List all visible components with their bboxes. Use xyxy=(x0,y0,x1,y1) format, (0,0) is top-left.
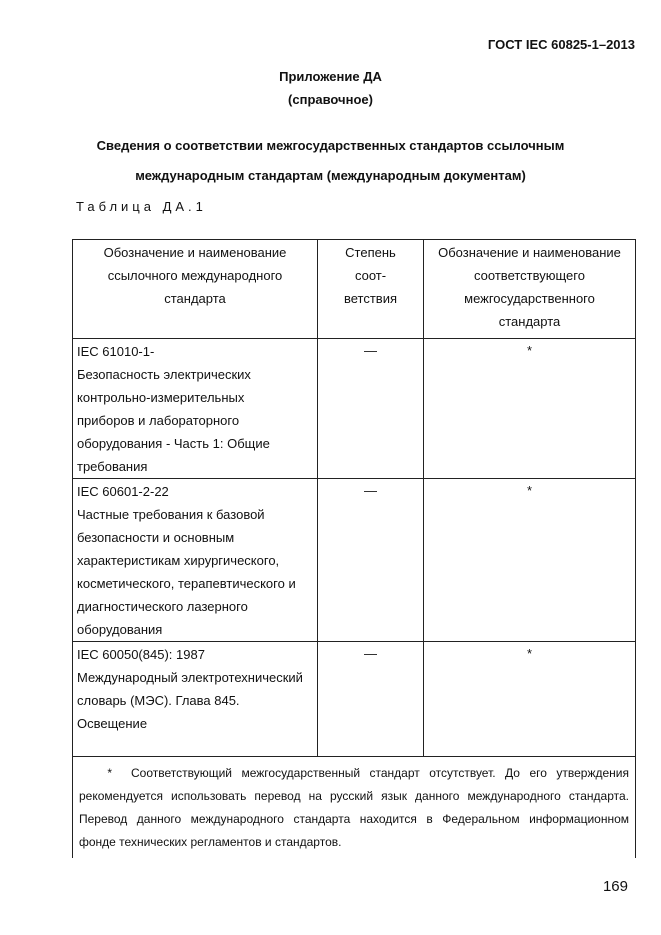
row-standard-description xyxy=(73,479,318,642)
document-id: ГОСТ IEC 60825-1–2013 xyxy=(487,37,635,52)
row-national-standard: * xyxy=(424,642,636,757)
desc-line: IEC 61010-1- xyxy=(77,344,155,359)
row-degree: — xyxy=(318,339,424,479)
desc-line: Частные требования к базовой xyxy=(77,507,265,522)
header-line: Степень xyxy=(345,245,396,260)
desc-line: косметического, терапевтического и xyxy=(77,576,296,591)
table-row xyxy=(73,479,636,642)
header-line: ветствия xyxy=(343,291,398,306)
footnote-line: Перевод данного международного стандарта находится в Федеральном информационном xyxy=(79,812,629,826)
footnote-line: * Соответствующий межгосударственный стандарт отсутствует. До его утверждения xyxy=(79,766,629,780)
header-line: межгосударственного xyxy=(464,291,595,306)
table-header-row xyxy=(73,240,636,339)
header-line: Обозначение и наименование xyxy=(103,245,287,260)
table-caption: Таблица ДА.1 xyxy=(76,199,207,214)
appendix-title: Приложение ДА xyxy=(279,69,382,84)
desc-line: Безопасность электрических xyxy=(77,367,251,382)
table-row xyxy=(73,339,636,479)
desc-line: характеристикам хирургического, xyxy=(77,553,280,568)
desc-line: требования xyxy=(77,459,148,474)
desc-line: оборудования - Часть 1: Общие xyxy=(77,436,270,451)
header-line: стандарта xyxy=(498,314,561,329)
appendix-heading-line2: международным стандартам (международным документам) xyxy=(135,168,526,183)
desc-line: контрольно-измерительных xyxy=(77,390,245,405)
desc-line: оборудования xyxy=(77,622,163,637)
header-line: ссылочного международного xyxy=(107,268,283,283)
correspondence-table xyxy=(72,239,636,858)
row-standard-description xyxy=(73,339,318,479)
desc-line: приборов и лабораторного xyxy=(77,413,240,428)
row-degree: — xyxy=(318,642,424,757)
desc-line: диагностического лазерного xyxy=(77,599,248,614)
appendix-heading-line1: Сведения о соответствии межгосударственных стандартов ссылочным xyxy=(96,138,565,153)
row-degree: — xyxy=(318,479,424,642)
desc-line: Международный электротехнический xyxy=(77,670,303,685)
appendix-kind: (справочное) xyxy=(288,92,373,107)
desc-line: словарь (МЭС). Глава 845. xyxy=(77,693,240,708)
header-line: Обозначение и наименование xyxy=(438,245,621,260)
header-line: соот- xyxy=(354,268,387,283)
footnote-line: рекомендуется использовать перевод на русский язык данного международного стандарта. xyxy=(79,789,629,803)
table-row xyxy=(73,642,636,757)
desc-line: безопасности и основным xyxy=(77,530,235,545)
header-degree xyxy=(318,240,424,339)
header-interstate-standard xyxy=(424,240,636,339)
footnote-row xyxy=(73,757,636,859)
desc-line: Освещение xyxy=(77,716,148,731)
desc-line: IEC 60050(845): 1987 xyxy=(77,647,205,662)
page-number: 169 xyxy=(602,878,628,895)
header-international-standard xyxy=(73,240,318,339)
footnote-line: фонде технических регламентов и стандартов. xyxy=(79,835,342,849)
row-national-standard: * xyxy=(424,339,636,479)
row-standard-description xyxy=(73,642,318,757)
row-national-standard: * xyxy=(424,479,636,642)
desc-line: IEC 60601-2-22 xyxy=(77,484,169,499)
header-line: соответствующего xyxy=(474,268,585,283)
header-line: стандарта xyxy=(164,291,226,306)
footnote xyxy=(73,757,636,859)
